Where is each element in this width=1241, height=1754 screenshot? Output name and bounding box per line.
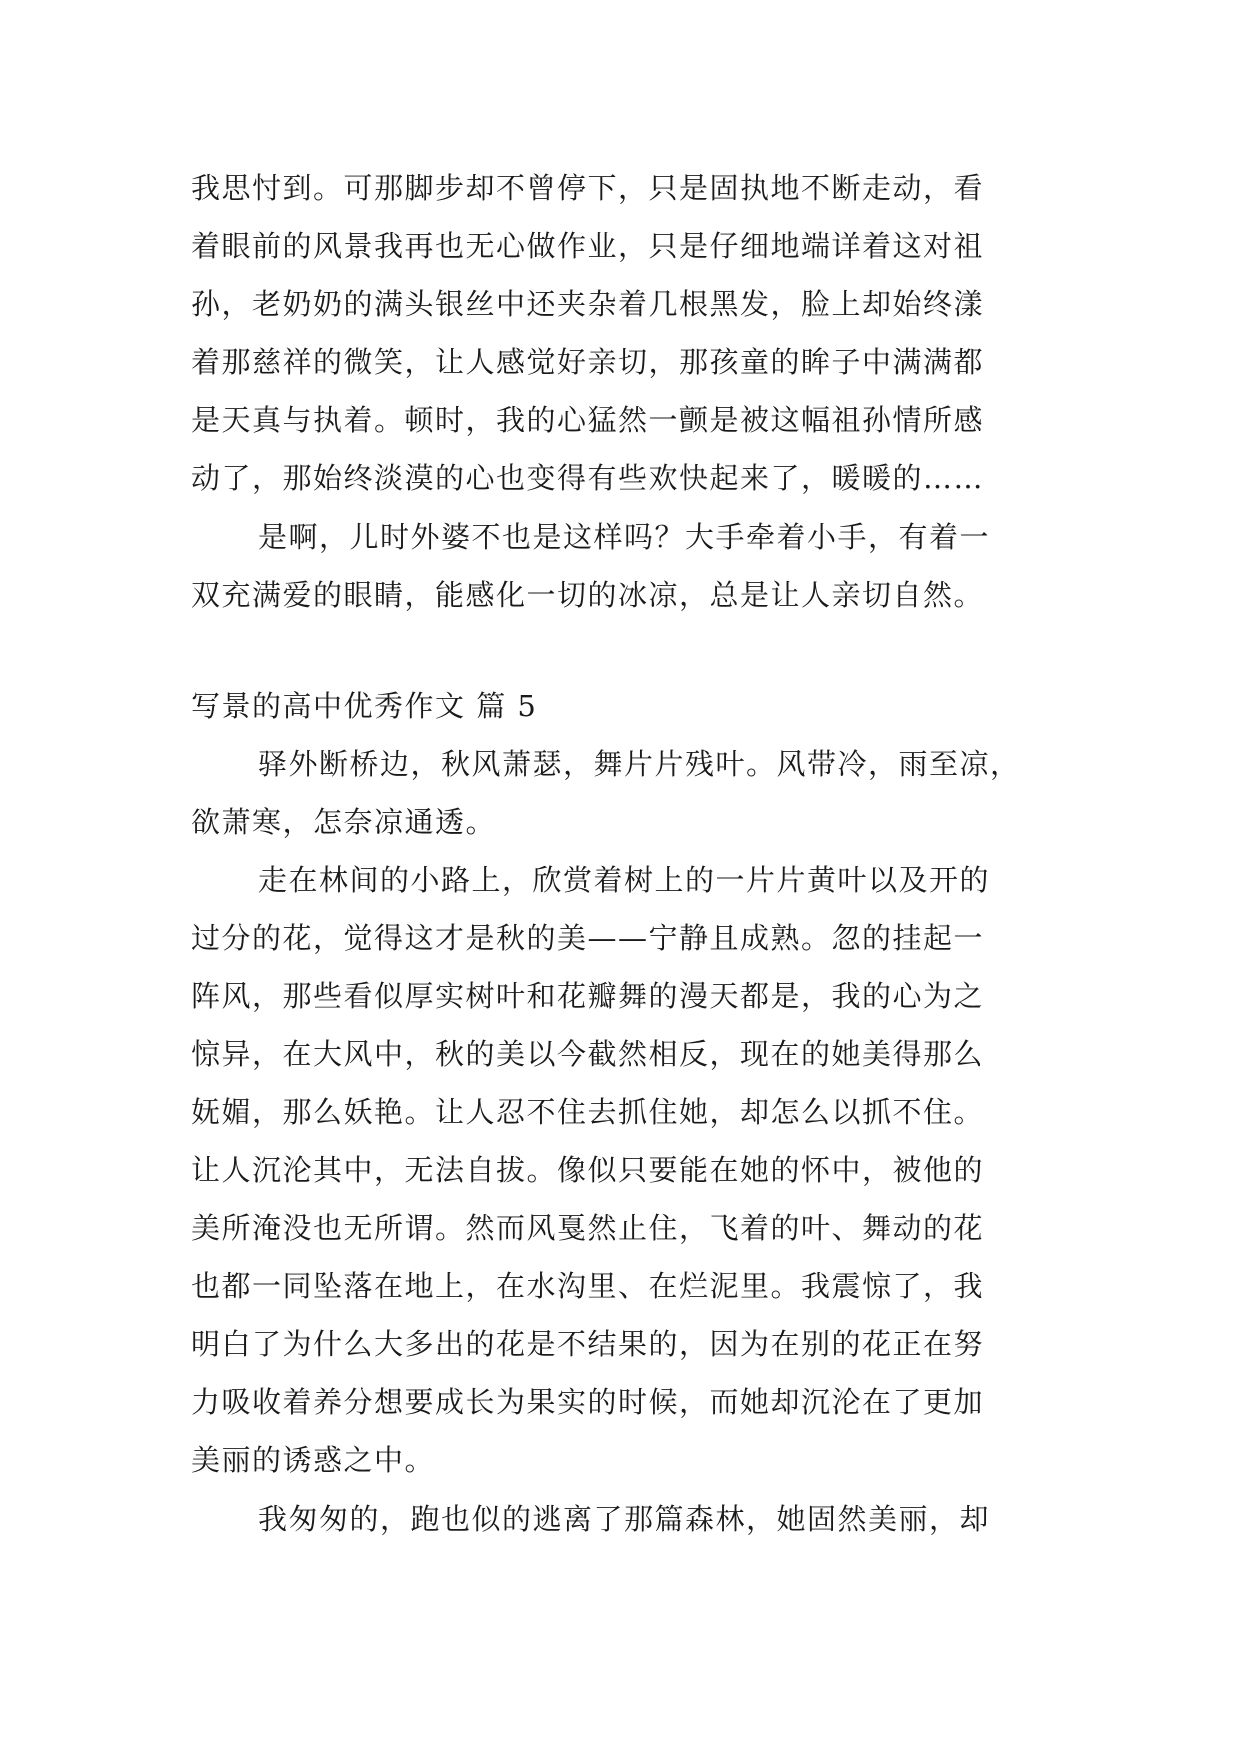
paragraph-line: 我匆匆的，跑也似的逃离了那篇森林，她固然美丽，却 — [258, 1502, 991, 1536]
paragraph-line: 双充满爱的眼睛，能感化一切的冰凉，总是让人亲切自然。 — [191, 578, 985, 612]
section-heading: 写景的高中优秀作文 篇 5 — [191, 689, 538, 723]
paragraph-line: 孙，老奶奶的满头银丝中还夹杂着几根黑发，脸上却始终漾 — [191, 287, 985, 321]
paragraph-line: 力吸收着养分想要成长为果实的时候，而她却沉沦在了更加 — [191, 1385, 985, 1419]
paragraph-line: 欲萧寒，怎奈凉通透。 — [191, 805, 497, 839]
paragraph-line: 着眼前的风景我再也无心做作业，只是仔细地端详着这对祖 — [191, 229, 985, 263]
paragraph-line: 美所淹没也无所谓。然而风戛然止住，飞着的叶、舞动的花 — [191, 1211, 985, 1245]
paragraph-line: 惊异，在大风中，秋的美以今截然相反，现在的她美得那么 — [191, 1037, 985, 1071]
paragraph-line: 动了，那始终淡漠的心也变得有些欢快起来了，暖暖的…… — [191, 461, 985, 495]
paragraph-line: 着那慈祥的微笑，让人感觉好亲切，那孩童的眸子中满满都 — [191, 345, 985, 379]
paragraph-line: 是天真与执着。顿时，我的心猛然一颤是被这幅祖孙情所感 — [191, 403, 985, 437]
paragraph-line: 妩媚，那么妖艳。让人忍不住去抓住她，却怎么以抓不住。 — [191, 1095, 985, 1129]
paragraph-line: 让人沉沦其中，无法自拔。像似只要能在她的怀中，被他的 — [191, 1153, 985, 1187]
paragraph-line: 也都一同坠落在地上，在水沟里、在烂泥里。我震惊了，我 — [191, 1269, 985, 1303]
paragraph-line: 美丽的诱惑之中。 — [191, 1443, 436, 1477]
paragraph-line: 是啊，儿时外婆不也是这样吗？大手牵着小手，有着一 — [258, 520, 991, 554]
paragraph-line: 过分的花，觉得这才是秋的美——宁静且成熟。忽的挂起一 — [191, 921, 985, 955]
paragraph-line: 我思忖到。可那脚步却不曾停下，只是固执地不断走动，看 — [191, 171, 985, 205]
paragraph-line: 阵风，那些看似厚实树叶和花瓣舞的漫天都是，我的心为之 — [191, 979, 985, 1013]
paragraph-line: 驿外断桥边，秋风萧瑟，舞片片残叶。风带冷，雨至凉， — [258, 747, 1021, 781]
paragraph-line: 走在林间的小路上，欣赏着树上的一片片黄叶以及开的 — [258, 863, 991, 897]
paragraph-line: 明白了为什么大多出的花是不结果的，因为在别的花正在努 — [191, 1327, 985, 1361]
